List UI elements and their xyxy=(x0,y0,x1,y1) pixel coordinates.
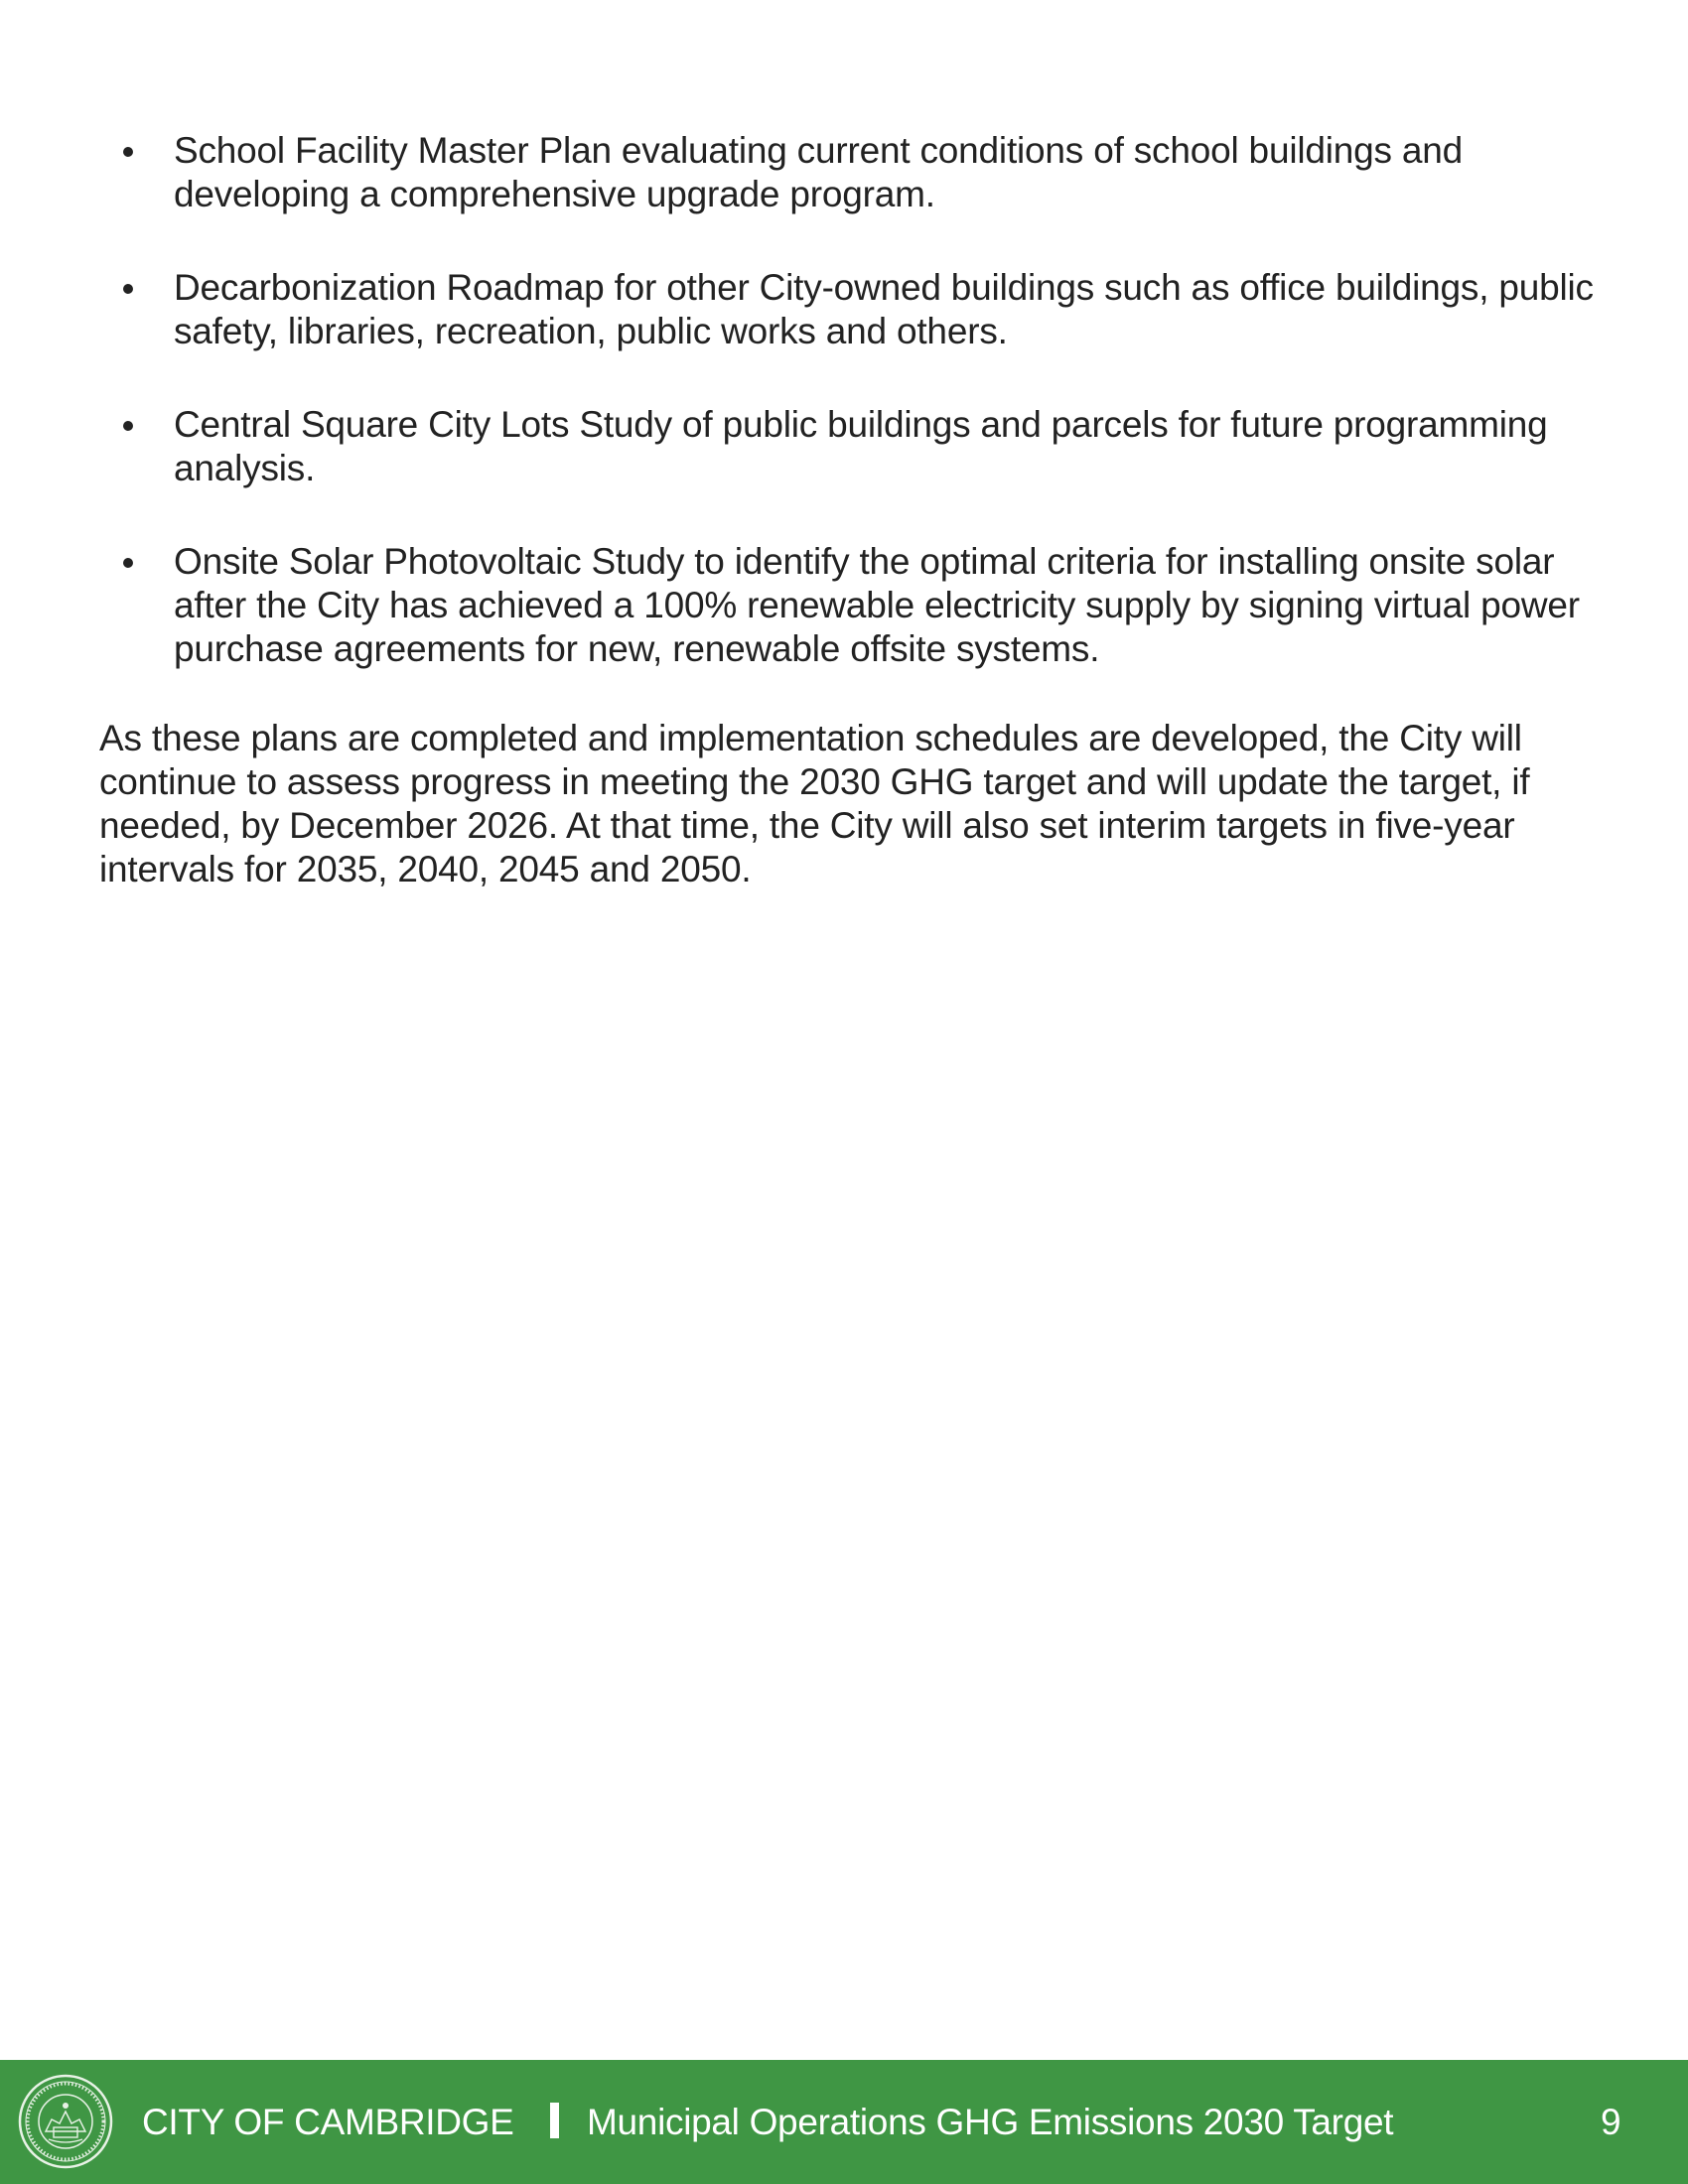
closing-paragraph: As these plans are completed and implementation schedules are developed, the City will continue to assess progress in meeting the 2030 GHG target and will update the target, if needed, by December 2026. At that time, the City will also set interim targets in five-year intervals for 2035, 2040, 2045 and 2050. xyxy=(99,718,1530,889)
bullet-icon xyxy=(123,558,133,568)
page-footer xyxy=(0,2060,1688,2184)
list-item xyxy=(99,129,1609,216)
list-item-text: School Facility Master Plan evaluating current conditions of school buildings and developing a comprehensive upgrade program. xyxy=(174,130,1464,214)
bullet-icon xyxy=(123,147,133,157)
list-item xyxy=(99,403,1609,490)
city-seal-icon xyxy=(16,2072,115,2171)
footer-organization: CITY OF CAMBRIDGE xyxy=(142,2102,514,2142)
bullet-icon xyxy=(123,284,133,294)
list-item xyxy=(99,266,1609,353)
list-item-text: Decarbonization Roadmap for other City-owned buildings such as office buildings, public safety, libraries, recreation, public works and others. xyxy=(174,267,1594,351)
footer-document-title: Municipal Operations GHG Emissions 2030 Target xyxy=(587,2102,1394,2142)
list-item-text: Central Square City Lots Study of public buildings and parcels for future programming analysis. xyxy=(174,404,1548,488)
page-content xyxy=(99,129,1609,891)
bullet-icon xyxy=(123,421,133,431)
page-number: 9 xyxy=(1601,2102,1621,2142)
initiatives-list xyxy=(99,129,1609,671)
list-item-text: Onsite Solar Photovoltaic Study to identify the optimal criteria for installing onsite solar after the City has achieved a 100% renewable electricity supply by signing virtual power purchase agreements for new, renewable offsite systems. xyxy=(174,541,1580,669)
list-item xyxy=(99,540,1609,671)
footer-divider xyxy=(550,2103,559,2138)
